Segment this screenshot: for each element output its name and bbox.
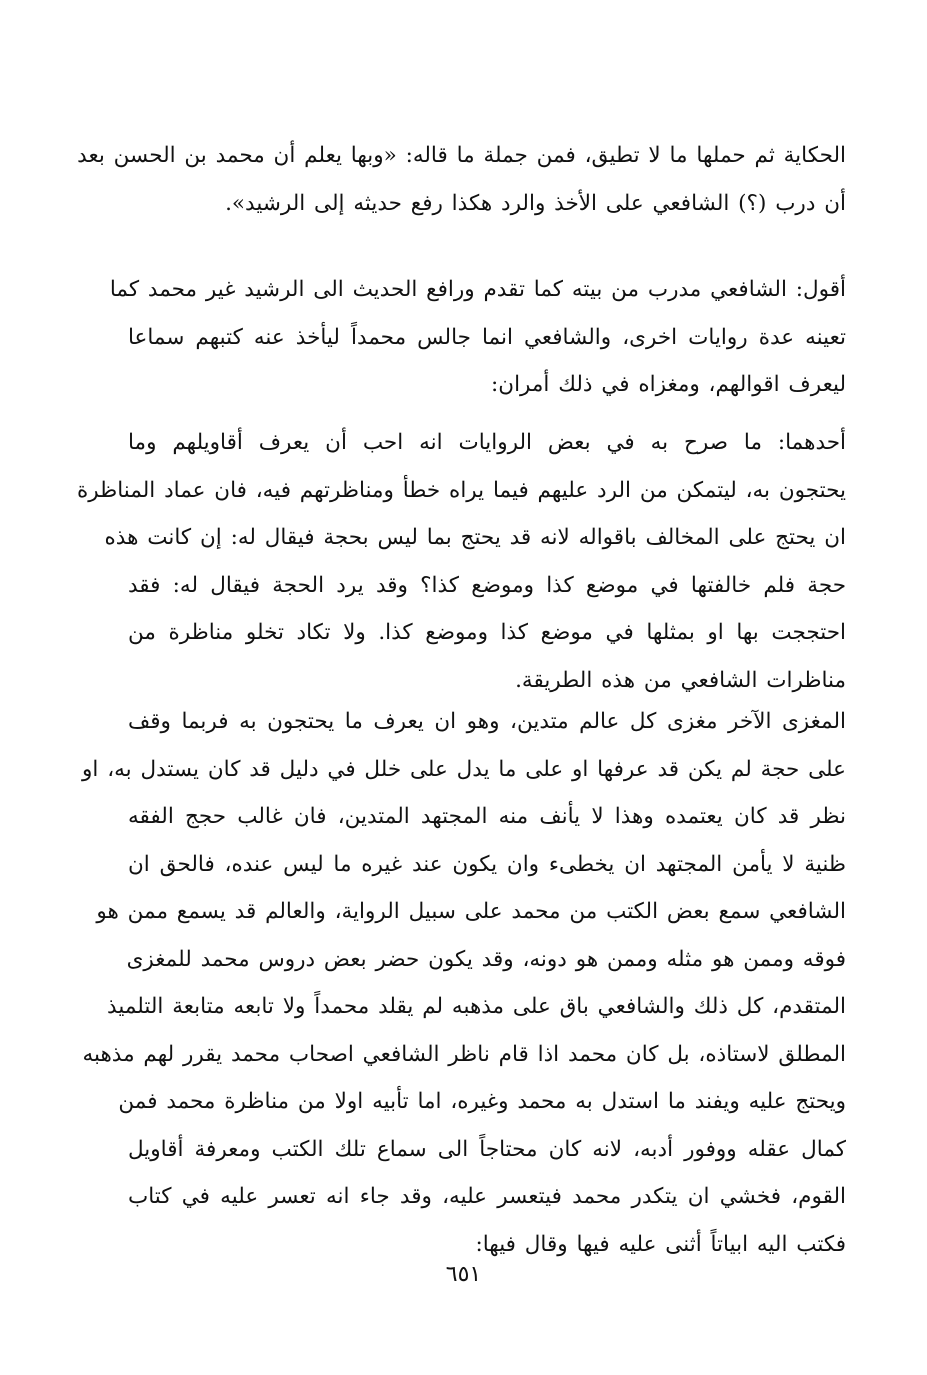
text-line: الحكاية ثم حملها ما لا تطيق، فمن جملة ما قاله: «وبها يعلم أن محمد بن الحسن بعد [77, 143, 846, 168]
text-line: نظر قد كان يعتمده وهذا لا يأنف منه المجتهد المتدين، فان غالب حجج الفقه [128, 804, 846, 829]
page-number: ٦٥١ [445, 1262, 482, 1287]
text-line: كمال عقله ووفور أدبه، لانه كان محتاجاً الى سماع تلك الكتب ومعرفة أقاويل [128, 1136, 846, 1162]
text-line: المطلق لاستاذه، بل كان محمد اذا قام ناظر الشافعي اصحاب محمد يقرر لهم مذهبه [82, 1041, 846, 1067]
text-line: فكتب اليه ابياتاً أثنى عليه فيها وقال فيها: [475, 1231, 846, 1257]
text-line: ليعرف اقوالهم، ومغزاه في ذلك أمران: [491, 372, 846, 397]
text-line: أقول: الشافعي مدرب من بيته كما تقدم ورافع الحديث الى الرشيد غير محمد كما [109, 277, 846, 302]
text-line: المغزى الآخر مغزى كل عالم متدين، وهو ان يعرف ما يحتجون به فربما وقف [128, 709, 846, 734]
text-line: المتقدم، كل ذلك والشافعي باق على مذهبه لم يقلد محمداً ولا تابعه متابعة التلميذ [107, 994, 846, 1019]
text-line: تعينه عدة روايات اخرى، والشافعي انما جالس محمداً ليأخذ عنه كتبهم سماعا [128, 324, 846, 350]
text-line: ويحتج عليه ويفند ما استدل به محمد وغيره، اما تأبيه اولا من مناظرة محمد فمن [118, 1089, 846, 1114]
text-line: أحدهما: ما صرح به في بعض الروايات انه احب أن يعرف أقاويلهم وما [128, 430, 846, 455]
paragraph-2 [109, 266, 846, 409]
text-line: القوم، فخشي ان يتكدر محمد فيتعسر عليه، وقد جاء انه تعسر عليه في كتاب [128, 1184, 846, 1209]
text-line: على حجة لم يكن قد عرفها او على ما يدل على خلل في دليل قد كان يستدل به، او [82, 756, 846, 782]
text-line: مناظرات الشافعي من هذه الطريقة. [515, 667, 846, 693]
paragraph-3 [77, 419, 846, 704]
text-line: أن درب (؟) الشافعي على الأخذ والرد هكذا رفع حديثه إلى الرشيد». [225, 190, 846, 216]
text-line: احتججت بها او بمثلها في موضع كذا وموضع كذا. ولا تكاد تخلو مناظرة من [128, 620, 846, 645]
text-line: حجة فلم خالفتها في موضع كذا وموضع كذا؟ وقد يرد الحجة فيقال له: فقد [128, 572, 846, 598]
text-line: يحتجون به، ليتمكن من الرد عليهم فيما يراه خطأ ومناظرتهم فيه، فان عماد المناظرة [77, 477, 846, 503]
text-line: الشافعي سمع بعض الكتب من محمد على سبيل الرواية، والعالم قد يسمع ممن هو [96, 899, 846, 924]
paragraph-4 [82, 698, 846, 1268]
text-line: ان يحتج على المخالف باقواله لانه قد يحتج بما ليس بحجة فيقال له: إن كانت هذه [104, 525, 846, 550]
paragraph-1 [77, 132, 846, 227]
text-line: ظنية لا يأمن المجتهد ان يخطىء وان يكون عند غيره ما ليس عنده، فالحق ان [128, 851, 846, 877]
text-line: فوقه وممن هو مثله وممن هو دونه، وقد يكون حضر بعض دروس محمد للمغزى [126, 946, 846, 972]
